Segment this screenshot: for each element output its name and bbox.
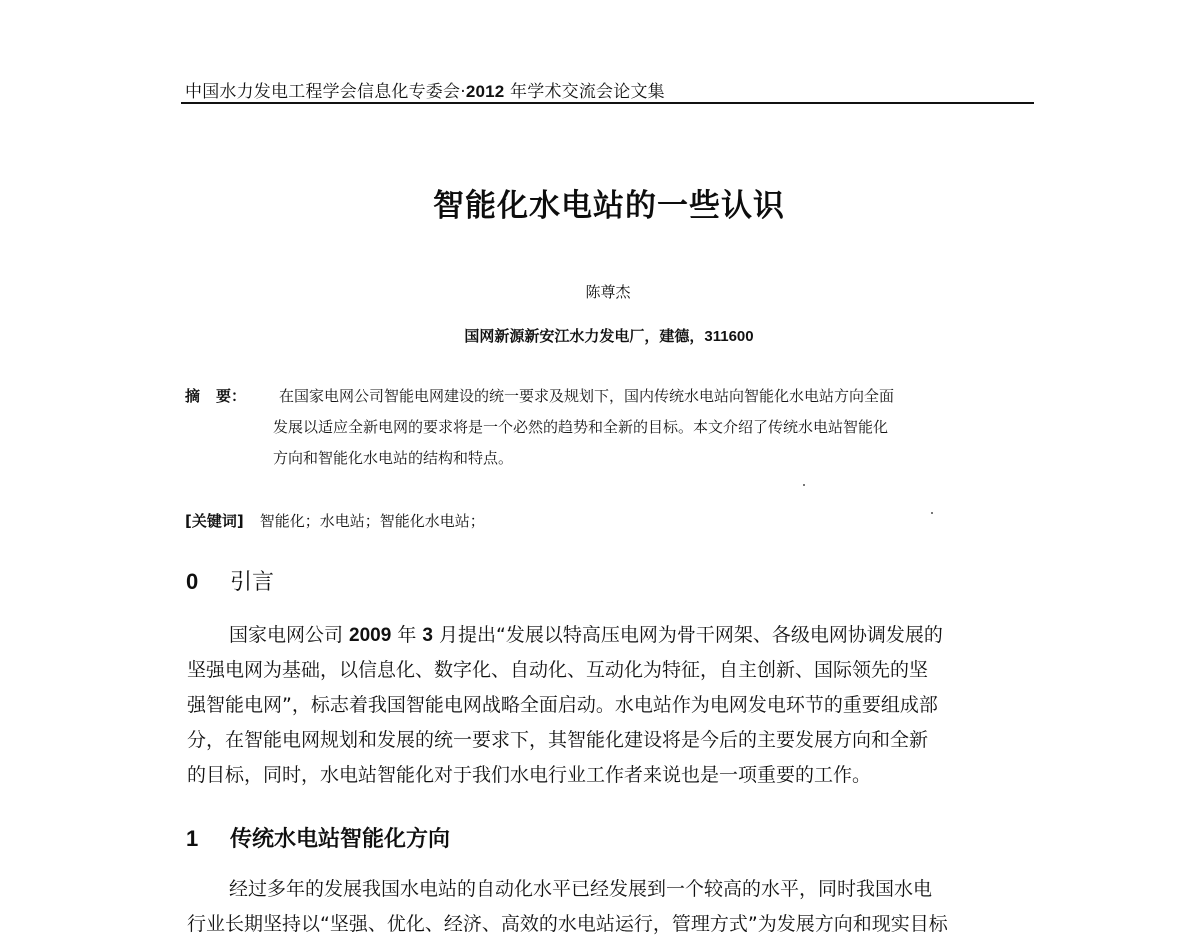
- abstract-line: 方向和智能化水电站的结构和特点。: [273, 449, 514, 467]
- text-run: 年: [391, 624, 423, 646]
- scan-speck: [803, 484, 805, 486]
- abstract-label-b: 要：: [216, 387, 247, 405]
- affiliation-text: 国网新源新安江水力发电厂，建德，: [464, 327, 705, 345]
- paragraph-line: 的目标，同时，水电站智能化对于我们水电行业工作者来说也是一项重要的工作。: [187, 764, 872, 786]
- section-number: 0: [186, 569, 199, 594]
- running-header-year: 2012: [465, 82, 505, 101]
- paragraph-line: 分，在智能电网规划和发展的统一要求下，其智能化建设将是今后的主要发展方向和全新: [187, 729, 929, 751]
- author-affiliation: [0, 325, 1200, 346]
- scan-speck: [931, 512, 933, 514]
- header-rule: [181, 102, 1034, 104]
- paragraph-line: 强智能电网”，标志着我国智能电网战略全面启动。水电站作为电网发电环节的重要组成部: [187, 694, 938, 716]
- abstract-label-a: 摘: [185, 387, 201, 405]
- abstract-line: 在国家电网公司智能电网建设的统一要求及规划下，国内传统水电站向智能化水电站方向全面: [279, 387, 895, 405]
- author-name: 陈尊杰: [585, 283, 631, 301]
- section-title: 传统水电站智能化方向: [230, 827, 451, 852]
- introduction-paragraph: [187, 618, 1035, 793]
- section1-paragraph: [187, 872, 1035, 942]
- year-number: 2009: [349, 625, 392, 646]
- keywords: [185, 510, 485, 531]
- running-header: [185, 77, 665, 102]
- running-header-prefix: 中国水力发电工程学会信息化专委会·: [185, 82, 466, 102]
- section-heading-traditional-direction: [186, 822, 450, 853]
- paragraph-line: [187, 618, 1035, 653]
- month-number: 3: [422, 625, 433, 646]
- keywords-label: [关键词]: [185, 512, 244, 530]
- paper-title: 智能化水电站的一些认识: [433, 188, 785, 224]
- paragraph-line: 坚强电网为基础，以信息化、数字化、自动化、互动化为特征，自主创新、国际领先的坚: [187, 659, 929, 681]
- text-run: 国家电网公司: [229, 624, 350, 646]
- section-title: 引言: [230, 570, 275, 595]
- abstract-line: 发展以适应全新电网的要求将是一个必然的趋势和全新的目标。本文介绍了传统水电站智能化: [273, 418, 889, 436]
- paragraph-line: 行业长期坚持以“坚强、优化、经济、高效的水电站运行，管理方式”为发展方向和现实目标: [187, 913, 948, 935]
- text-run: 月提出“发展以特高压电网为骨干网架、各级电网协调发展的: [433, 624, 943, 646]
- abstract-body: [273, 381, 1033, 474]
- section-number: 1: [186, 826, 199, 851]
- abstract-label: [185, 385, 246, 406]
- section-heading-introduction: [186, 565, 274, 596]
- paragraph-line: 经过多年的发展我国水电站的自动化水平已经发展到一个较高的水平，同时我国水电: [229, 878, 933, 900]
- keywords-text: 智能化；水电站；智能化水电站；: [259, 512, 485, 530]
- affiliation-zip: 311600: [704, 328, 754, 345]
- running-header-suffix: 年学术交流会论文集: [504, 82, 665, 102]
